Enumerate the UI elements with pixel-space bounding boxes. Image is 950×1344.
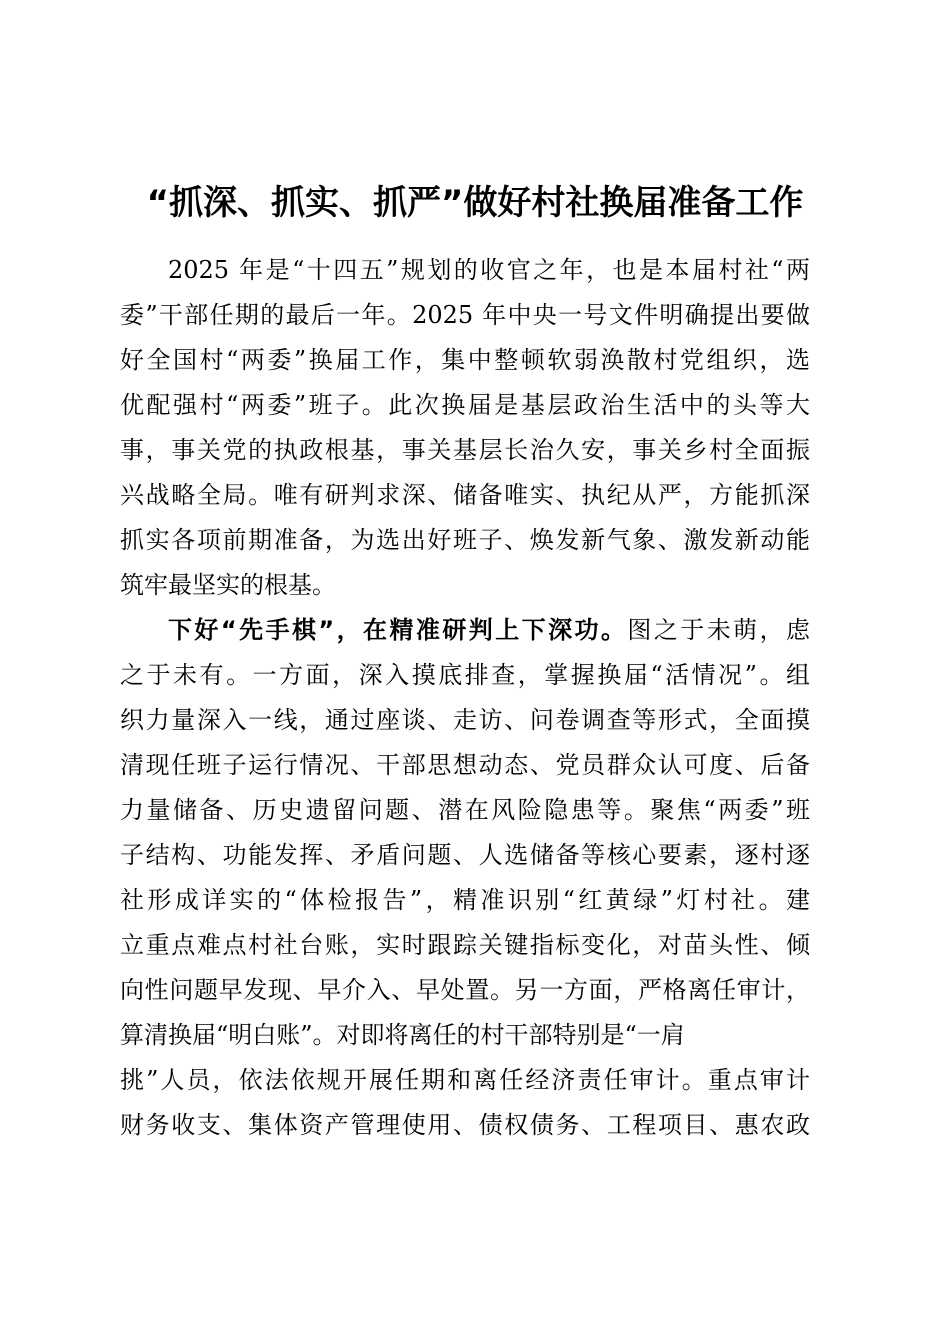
paragraph-line: 挑”人员，依法依规开展任期和离任经济责任审计。重点审计: [120, 1066, 810, 1094]
paragraph-line: 2025 年是“十四五”规划的收官之年，也是本届村社“两: [168, 256, 810, 284]
paragraph-line: 财务收支、集体资产管理使用、债权债务、工程项目、惠农政: [120, 1111, 810, 1139]
paragraph-line: 委”干部任期的最后一年。2025 年中央一号文件明确提出要做: [120, 301, 810, 329]
paragraph-line: 清现任班子运行情况、干部思想动态、党员群众认可度、后备: [120, 751, 810, 779]
paragraph-lead-heading: 下好“先手棋”，在精准研判上下深功。: [168, 616, 628, 644]
paragraph-lead-line: [120, 608, 810, 653]
paragraph-line: 抓实各项前期准备，为选出好班子、焕发新气象、激发新动能: [120, 526, 810, 554]
paragraph-line: 算清换届“明白账”。对即将离任的村干部特别是“一肩: [120, 1021, 685, 1049]
paragraph-line: 织力量深入一线，通过座谈、走访、问卷调查等形式，全面摸: [120, 706, 810, 734]
paragraph-lead-text: 图之于未萌，虑: [627, 616, 811, 644]
paragraph-line: 事，事关党的执政根基，事关基层长治久安，事关乡村全面振: [120, 436, 810, 464]
paragraph-line: 优配强村“两委”班子。此次换届是基层政治生活中的头等大: [120, 391, 810, 419]
document-title: “抓深、抓实、抓严”做好村社换届准备工作: [146, 183, 804, 223]
paragraph-2: [120, 608, 810, 1148]
paragraph-line: 好全国村“两委”换届工作，集中整顿软弱涣散村党组织，选: [120, 346, 810, 374]
paragraph-line: 兴战略全局。唯有研判求深、储备唯实、执纪从严，方能抓深: [120, 481, 810, 509]
paragraph-line: 之于未有。一方面，深入摸底排查，掌握换届“活情况”。组: [120, 661, 810, 689]
paragraph-line: 筑牢最坚实的根基。: [120, 571, 336, 599]
paragraph-line: 社形成详实的“体检报告”，精准识别“红黄绿”灯村社。建: [120, 886, 810, 914]
document-body: [120, 248, 810, 1148]
paragraph-1: [120, 248, 810, 608]
paragraph-line: 子结构、功能发挥、矛盾问题、人选储备等核心要素，逐村逐: [120, 841, 810, 869]
paragraph-line: 立重点难点村社台账，实时跟踪关键指标变化，对苗头性、倾: [120, 931, 810, 959]
paragraph-line: 力量储备、历史遗留问题、潜在风险隐患等。聚焦“两委”班: [120, 796, 810, 824]
paragraph-line: 向性问题早发现、早介入、早处置。另一方面，严格离任审计，: [120, 976, 810, 1004]
